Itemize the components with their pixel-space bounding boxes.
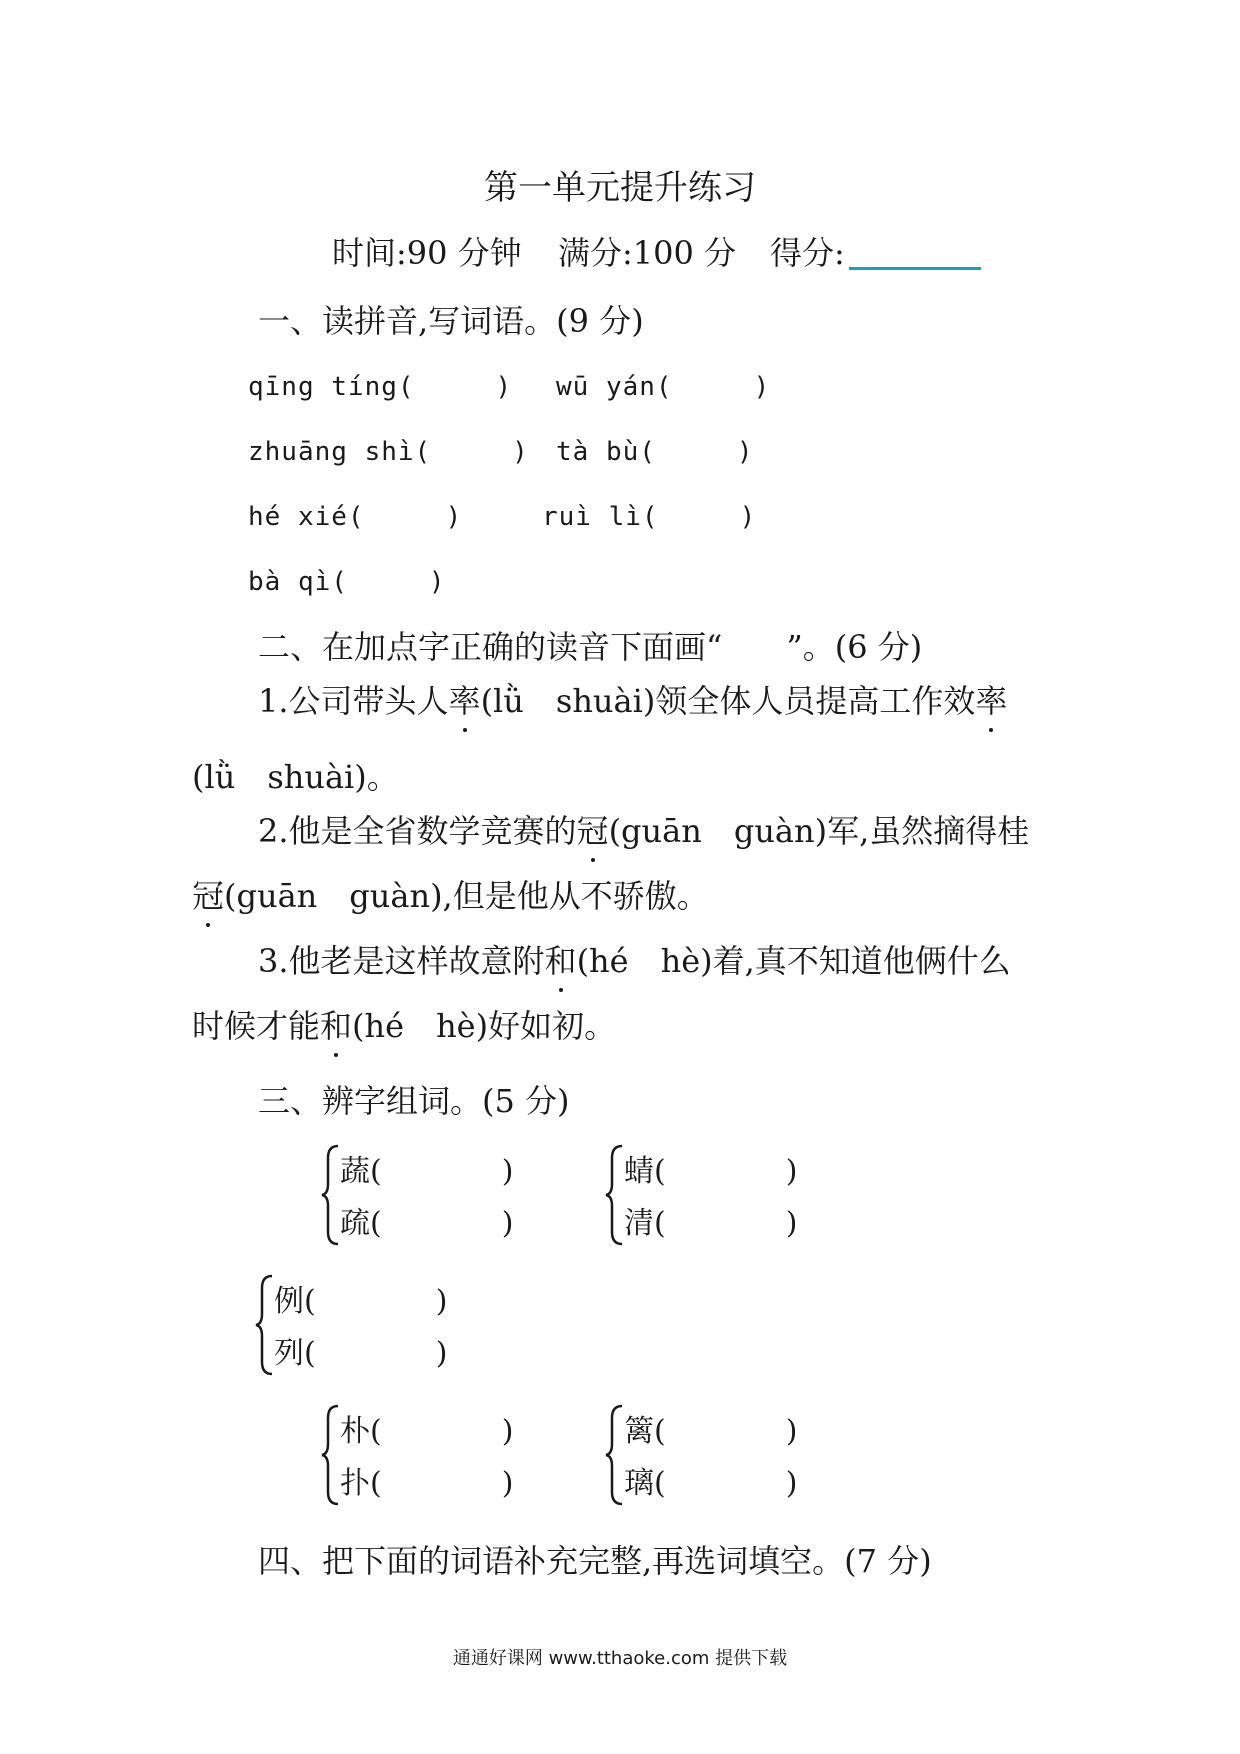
question-2-1-line-1: 1.公司带头人率(lǜ shuài)领全体人员提高工作效率: [258, 676, 1007, 722]
brace-icon: [320, 1404, 342, 1506]
pinyin-item: qīng tíng( ): [248, 372, 513, 402]
char-group-item: 篱( ): [624, 1414, 798, 1449]
char-group-item: 疏( ): [340, 1206, 514, 1241]
pinyin-item: wū yán( ): [556, 372, 771, 402]
dotted-char: 率: [975, 676, 1007, 722]
dotted-char: 率: [449, 676, 481, 722]
char-group-item: 列( ): [274, 1336, 448, 1371]
char-group-item: 蜻( ): [624, 1154, 798, 1189]
question-2-3-line-1: 3.他老是这样故意附和(hé hè)着,真不知道他俩什么: [258, 936, 1011, 982]
dotted-char: 冠: [192, 871, 224, 917]
dotted-char: 冠: [577, 806, 609, 852]
pinyin-item: zhuāng shì( ): [248, 437, 529, 467]
footer-source: 通通好课网 www.tthaoke.com 提供下载: [452, 1648, 788, 1669]
section-2-heading: 二、在加点字正确的读音下面画“ ”。(6 分): [258, 628, 923, 666]
section-3-heading: 三、辨字组词。(5 分): [258, 1082, 570, 1120]
page-title: 第一单元提升练习: [484, 168, 756, 208]
time-limit: 时间:90 分钟: [332, 234, 522, 272]
char-group-item: 朴( ): [340, 1414, 514, 1449]
pinyin-item: bà qì( ): [248, 567, 446, 597]
full-score: 满分:100 分: [558, 234, 737, 272]
char-group-item: 蔬( ): [340, 1154, 514, 1189]
pinyin-item: hé xié( ): [248, 502, 463, 532]
char-group-item: 扑( ): [340, 1466, 514, 1501]
brace-icon: [320, 1144, 342, 1246]
char-group-item: 璃( ): [624, 1466, 798, 1501]
score-field: [770, 228, 981, 274]
question-2-2-line-2: 冠(guān guàn),但是他从不骄傲。: [192, 871, 709, 917]
section-4-heading: 四、把下面的词语补充完整,再选词填空。(7 分): [258, 1542, 932, 1580]
score-label: 得分:: [770, 234, 845, 272]
char-group-item: 例( ): [274, 1284, 448, 1319]
question-2-2-line-1: 2.他是全省数学竞赛的冠(guān guàn)军,虽然摘得桂: [258, 806, 1029, 852]
question-2-1-line-2: (lǜ shuài)。: [192, 758, 399, 796]
char-group-item: 清( ): [624, 1206, 798, 1241]
brace-icon: [254, 1274, 276, 1376]
score-blank-line[interactable]: [849, 267, 981, 270]
section-1-heading: 一、读拼音,写词语。(9 分): [258, 302, 644, 340]
pinyin-item: ruì lì( ): [542, 502, 757, 532]
dotted-char: 和: [320, 1001, 352, 1047]
question-2-3-line-2: 时候才能和(hé hè)好如初。: [192, 1001, 616, 1047]
brace-icon: [604, 1404, 626, 1506]
dotted-char: 和: [545, 936, 577, 982]
pinyin-item: tà bù( ): [556, 437, 754, 467]
brace-icon: [604, 1144, 626, 1246]
